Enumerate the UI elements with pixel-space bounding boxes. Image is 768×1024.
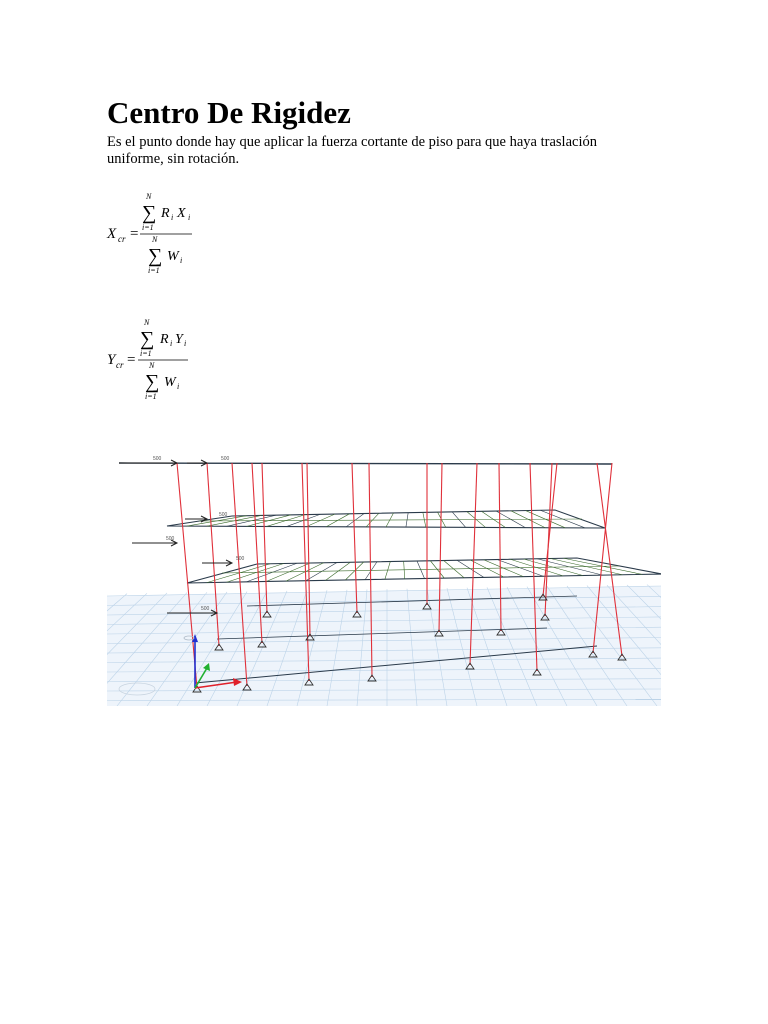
eq-lhs-sub: cr — [116, 360, 124, 370]
load-label: 500 — [219, 512, 228, 518]
equation-xcr — [100, 186, 220, 282]
load-label: 500 — [153, 456, 162, 462]
eq-num-b: X — [177, 206, 186, 221]
load-label: 500 — [221, 456, 230, 462]
eq-sum-upper: N — [146, 192, 152, 201]
eq-den: W — [164, 375, 176, 390]
eq-num-a-sub: i — [171, 213, 174, 222]
structure-model-figure — [107, 446, 661, 706]
eq-sigma: ∑ — [142, 202, 157, 224]
eq-lhs-sub: cr — [118, 234, 126, 244]
eq-sum-upper: N — [144, 318, 150, 327]
eq-sum-lower: i=1 — [140, 349, 152, 358]
eq-den-sum-upper: N — [152, 235, 158, 244]
eq-num-a: R — [161, 206, 170, 221]
eq-den-sum-upper: N — [149, 361, 155, 370]
structure-3d-view — [107, 446, 661, 706]
eq-den-sigma: ∑ — [148, 245, 163, 267]
load-label: 500 — [166, 536, 175, 542]
eq-equals: = — [127, 352, 136, 368]
eq-den-sub: i — [177, 382, 180, 391]
eq-num-b-sub: i — [184, 339, 187, 348]
load-label: 500 — [236, 556, 245, 562]
eq-num-a: R — [160, 332, 169, 347]
eq-den: W — [167, 249, 179, 264]
page-title: Centro De Rigidez — [107, 95, 351, 130]
eq-sum-lower: i=1 — [142, 223, 154, 232]
intro-paragraph: Es el punto donde hay que aplicar la fuerza cortante de piso para que haya traslación uniforme, sin rotación. — [107, 134, 597, 167]
eq-sigma: ∑ — [140, 328, 155, 350]
eq-num-b: Y — [175, 332, 183, 347]
load-label: 500 — [201, 606, 210, 612]
eq-equals: = — [130, 226, 139, 242]
column — [262, 463, 267, 613]
eq-den-sigma: ∑ — [145, 371, 160, 393]
eq-den-sum-lower: i=1 — [148, 266, 160, 275]
eq-num-b-sub: i — [188, 213, 191, 222]
equation-ycr — [100, 312, 220, 408]
eq-lhs-var: X — [107, 226, 117, 242]
eq-den-sub: i — [180, 256, 183, 265]
column — [352, 463, 357, 613]
slab-joist — [222, 566, 619, 573]
eq-den-sum-lower: i=1 — [145, 392, 157, 401]
eq-lhs-var: Y — [107, 352, 116, 368]
eq-num-a-sub: i — [170, 339, 173, 348]
